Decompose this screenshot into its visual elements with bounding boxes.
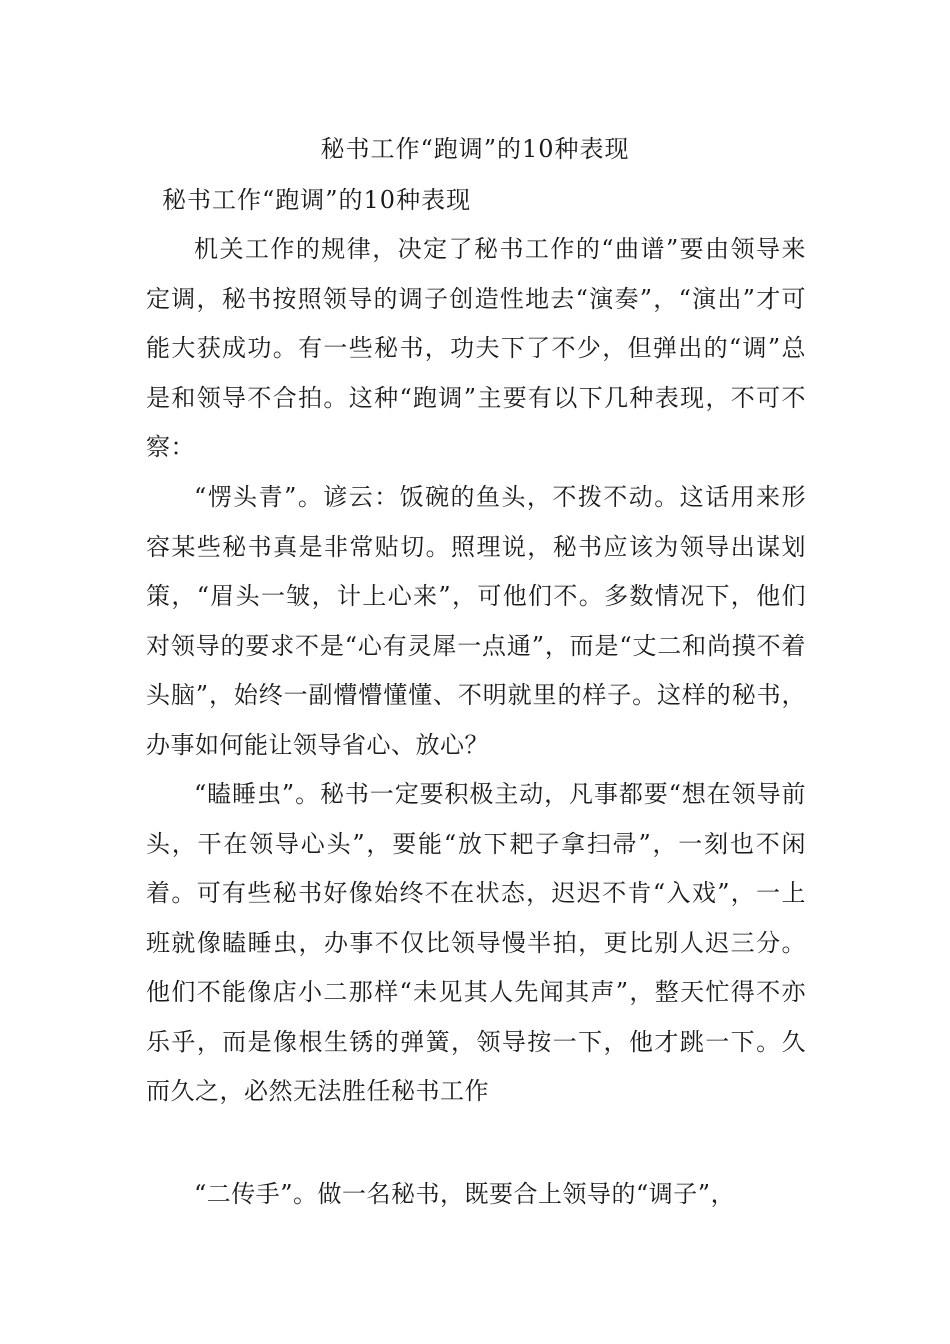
paragraph-keshuichong: “瞌睡虫”。秘书一定要积极主动，凡事都要“想在领导前头，干在领导心头”，要能“放下耙子拿扫帚”，一刻也不闲着。可有些秘书好像始终不在状态，迟迟不肯“入戏”，一上班就像瞌睡虫，办事不仅比领导慢半拍，更比别人迟三分。他们不能像店小二那样“未见其人先闻其声”，整天忙得不亦乐乎，而是像根生锈的弹簧，领导按一下，他才跳一下。久而久之，必然无法胜任秘书工作: [146, 780, 806, 1105]
document-subtitle: 秘书工作“跑调”的10种表现: [162, 186, 472, 214]
paragraph-intro: 机关工作的规律，决定了秘书工作的“曲谱”要由领导来定调，秘书按照领导的调子创造性地去“演奏”，“演出”才可能大获成功。有一些秘书，功夫下了不少，但弹出的“调”总是和领导不合拍。这种“跑调”主要有以下几种表现，不可不察：: [146, 235, 806, 461]
paragraph-erchuanshou: “二传手”。做一名秘书，既要合上领导的“调子”，: [194, 1180, 736, 1208]
document-title: 秘书工作“跑调”的10种表现: [320, 135, 630, 163]
paragraph-lengtouqing: “愣头青”。谚云：饭碗的鱼头，不拨不动。这话用来形容某些秘书真是非常贴切。照理说，秘书应该为领导出谋划策，“眉头一皱，计上心来”，可他们不。多数情况下，他们对领导的要求不是“心有灵犀一点通”，而是“丈二和尚摸不着头脑”，始终一副懵懵懂懂、不明就里的样子。这样的秘书，办事如何能让领导省心、放心？: [146, 483, 806, 759]
